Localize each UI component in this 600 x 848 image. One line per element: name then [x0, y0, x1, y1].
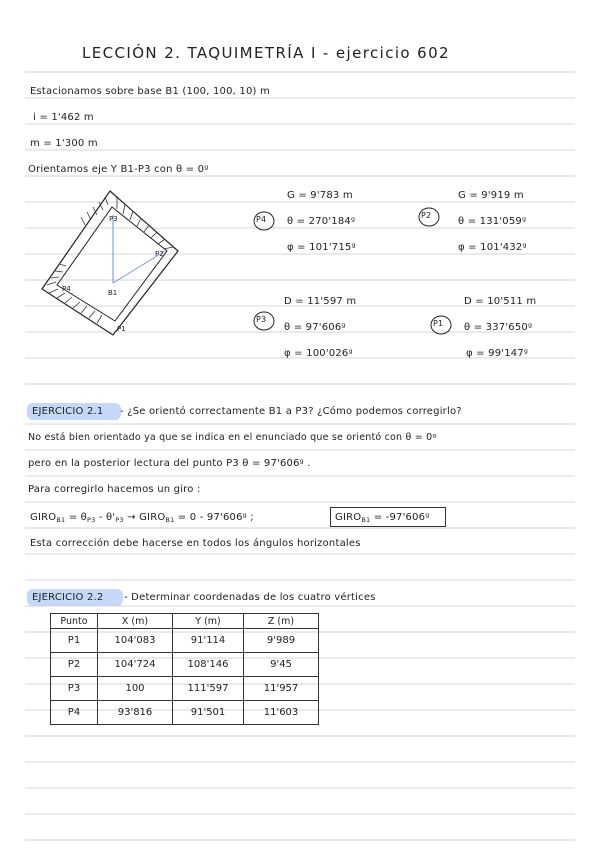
ex21-heading: EJERCICIO 2.1	[32, 406, 104, 417]
p4-phi: φ = 101'715ᵍ	[287, 242, 356, 253]
eq-part-a: GIRO	[30, 512, 57, 523]
page-title: LECCIÓN 2. TAQUIMETRÍA I - ejercicio 602	[82, 44, 450, 62]
p2-theta: θ = 131'059ᵍ	[458, 216, 527, 227]
cell-z: 11'957	[244, 677, 319, 701]
cell-z: 9'989	[244, 629, 319, 653]
cell-x: 93'816	[98, 701, 173, 725]
eq-sub-c: P3	[115, 516, 124, 524]
table-row	[51, 677, 319, 701]
box-part-b: = -97'606ᵍ	[370, 512, 430, 523]
p1-label: P1	[433, 319, 444, 328]
p3-d: D = 11'597 m	[284, 296, 357, 307]
cell-y: 111'597	[173, 677, 244, 701]
table-header-row	[51, 614, 319, 629]
p1-d: D = 10'511 m	[464, 296, 537, 307]
ex22-heading: EJERCICIO 2.2	[32, 592, 104, 603]
cell-x: 104'724	[98, 653, 173, 677]
cell-point: P3	[51, 677, 98, 701]
cell-y: 108'146	[173, 653, 244, 677]
p2-phi: φ = 101'432ᵍ	[458, 242, 527, 253]
header-z: Z (m)	[244, 614, 319, 629]
box-part-a: GIRO	[335, 512, 362, 523]
diagram-label-p4: P4	[62, 285, 71, 293]
orientation-line: Orientamos eje Y B1-P3 con θ = 0ᵍ	[28, 164, 209, 175]
cell-x: 100	[98, 677, 173, 701]
cell-point: P1	[51, 629, 98, 653]
eq-part-e: = 0 - 97'606ᵍ ;	[174, 512, 254, 523]
ex22-question: - Determinar coordenadas de los cuatro vértices	[124, 592, 376, 603]
coordinates-table	[50, 613, 319, 725]
cell-x: 104'083	[98, 629, 173, 653]
diagram-label-p3: P3	[109, 215, 118, 223]
table-row	[51, 653, 319, 677]
instrument-height: i = 1'462 m	[33, 112, 94, 123]
cell-z: 11'603	[244, 701, 319, 725]
eq-sub-d: B1	[165, 516, 175, 524]
box-sub: B1	[361, 516, 371, 524]
eq-sub-a: B1	[56, 516, 66, 524]
p4-label: P4	[256, 215, 267, 224]
header-y: Y (m)	[173, 614, 244, 629]
cell-y: 91'114	[173, 629, 244, 653]
eq-part-b: = θ	[65, 512, 87, 523]
cell-point: P2	[51, 653, 98, 677]
cell-y: 91'501	[173, 701, 244, 725]
p3-label: P3	[256, 315, 267, 324]
giro-result	[335, 512, 430, 524]
ex21-answer-line5: Esta corrección debe hacerse en todos los ángulos horizontales	[30, 538, 361, 549]
diagram-label-p2: P2	[155, 250, 164, 258]
prism-height: m = 1'300 m	[30, 138, 98, 149]
p4-theta: θ = 270'184ᵍ	[287, 216, 356, 227]
p1-theta: θ = 337'650ᵍ	[464, 322, 533, 333]
p4-g: G = 9'783 m	[287, 190, 353, 201]
ex21-question: - ¿Se orientó correctamente B1 a P3? ¿Cómo podemos corregirlo?	[120, 406, 462, 417]
diagram-label-p1: P1	[117, 325, 126, 333]
p3-phi: φ = 100'026ᵍ	[284, 348, 353, 359]
p2-label: P2	[421, 211, 432, 220]
cell-point: P4	[51, 701, 98, 725]
ex21-answer-line2: pero en la posterior lectura del punto P3 θ = 97'606ᵍ .	[28, 458, 311, 469]
ex21-answer-line3: Para corregirlo hacemos un giro :	[28, 484, 201, 495]
survey-diagram	[35, 185, 185, 345]
eq-sub-b: P3	[86, 516, 96, 524]
cell-z: 9'45	[244, 653, 319, 677]
station-line: Estacionamos sobre base B1 (100, 100, 10) m	[30, 86, 270, 97]
header-x: X (m)	[98, 614, 173, 629]
p1-phi: φ = 99'147ᵍ	[466, 348, 529, 359]
ex21-equation	[30, 512, 254, 524]
p2-g: G = 9'919 m	[458, 190, 524, 201]
eq-part-c: - θ'	[95, 512, 116, 523]
eq-part-d: → GIRO	[123, 512, 166, 523]
table-row	[51, 629, 319, 653]
ex21-answer-line1: No está bien orientado ya que se indica en el enunciado que se orientó con θ = 0ᵍ	[28, 432, 437, 443]
header-point: Punto	[51, 614, 98, 629]
p3-theta: θ = 97'606ᵍ	[284, 322, 346, 333]
inner-polygon	[57, 207, 167, 321]
diagram-label-b1: B1	[108, 289, 118, 297]
table-row	[51, 701, 319, 725]
